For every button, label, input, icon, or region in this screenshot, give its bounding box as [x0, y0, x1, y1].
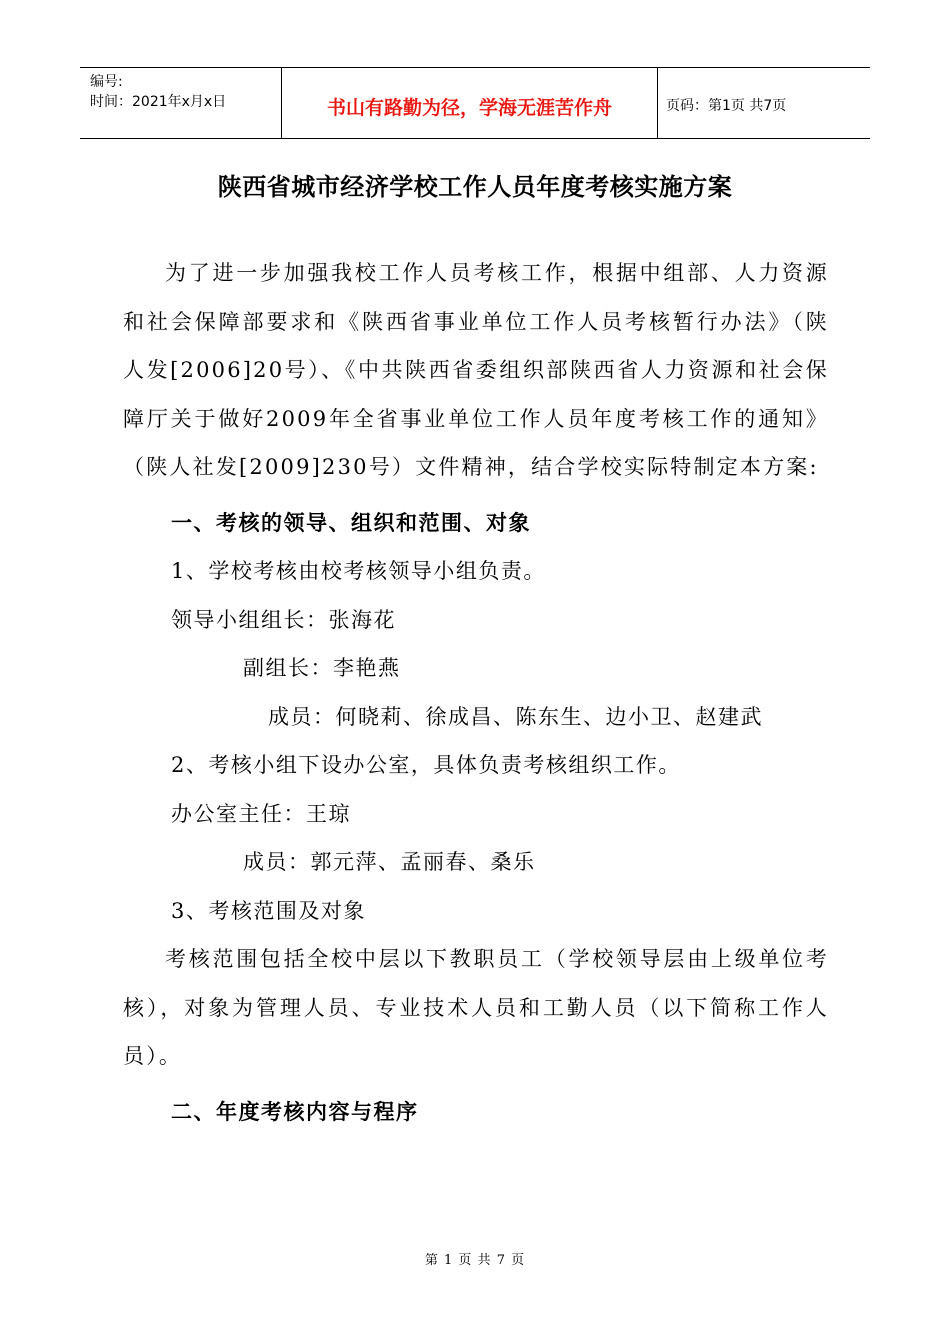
document-date-label: 时间：2021年x月x日 [90, 94, 227, 110]
members-line: 成员：何晓莉、徐成昌、陈东生、边小卫、赵建武 [268, 704, 763, 729]
intro-paragraph: 为了进一步加强我校工作人员考核工作，根据中组部、人力资源和社会保障部要求和《陕西省事业单位工作人员考核暂行办法》（陕人发[2006]20号）、《中共陕西省委组织部陕西省人力资源和社会保障厅关于做好2009年全省事业单位工作人员年度考核工作的通知》（陕人社发[2009]230号）文件精神，结合学校实际特制定本方案: [123, 261, 829, 479]
office-members-line: 成员：郭元萍、孟丽春、桑乐 [243, 850, 536, 874]
document-title: 陕西省城市经济学校工作人员年度考核实施方案 [217, 173, 733, 201]
list-item: 3、考核范围及对象 [171, 898, 366, 923]
section-heading: 二、年度考核内容与程序 [171, 1099, 419, 1124]
list-item: 1、学校考核由校考核领导小组负责。 [171, 559, 546, 583]
scope-paragraph: 考核范围包括全校中层以下教职员工（学校领导层由上级单位考核），对象为管理人员、专业技术人员和工勤人员（以下简称工作人员）。 [123, 947, 829, 1068]
document-header [80, 67, 870, 139]
office-director-line: 办公室主任：王琼 [171, 801, 351, 826]
leader-line: 领导小组组长：张海花 [171, 607, 396, 632]
header-page-info: 页码：第1页 共7页 [666, 98, 787, 114]
header-meta-cell [80, 68, 282, 138]
document-body [123, 249, 829, 1136]
section-heading: 一、考核的领导、组织和范围、对象 [171, 510, 531, 535]
list-item: 2、考核小组下设办公室，具体负责考核组织工作。 [171, 753, 681, 777]
deputy-line: 副组长：李艳燕 [243, 656, 401, 680]
page-footer: 第 1 页 共 7 页 [424, 1253, 526, 1268]
header-motto: 书山有路勤为径，学海无涯苦作舟 [282, 68, 658, 138]
document-number-label: 编号: [90, 74, 123, 90]
